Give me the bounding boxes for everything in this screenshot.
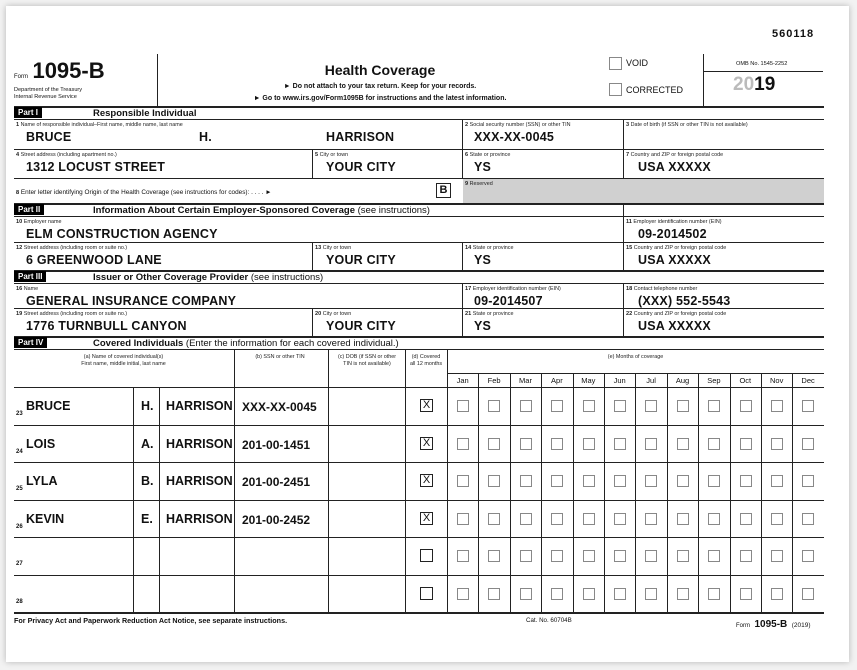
- month-checkbox-may[interactable]: [583, 475, 595, 487]
- month-header-apr: Apr: [551, 376, 563, 385]
- month-checkbox-may[interactable]: [583, 400, 595, 412]
- covered-middle-initial: A.: [141, 436, 154, 451]
- covered-last-name: HARRISON: [166, 399, 233, 413]
- covered-first-name: BRUCE: [26, 399, 71, 413]
- month-checkbox-mar[interactable]: [520, 588, 532, 600]
- covered-last-name: HARRISON: [166, 511, 233, 526]
- month-checkbox-may[interactable]: [583, 438, 595, 450]
- month-checkbox-feb[interactable]: [488, 550, 500, 562]
- month-checkbox-jul[interactable]: [645, 550, 657, 562]
- form-sheet: [6, 6, 849, 662]
- month-header-oct: Oct: [739, 376, 752, 385]
- f8-label: 8 Enter letter identifying Origin of the Health Coverage (see instructions for codes): . . . . ►: [16, 189, 272, 196]
- month-checkbox-sep[interactable]: [708, 513, 720, 525]
- part1-title: Responsible Individual: [93, 108, 197, 119]
- month-header-feb: Feb: [487, 376, 501, 385]
- col-c-header-line2: TIN is not available): [343, 361, 391, 367]
- f16-label: 16 Name: [16, 286, 39, 292]
- covered-last-name: HARRISON: [166, 436, 233, 451]
- month-checkbox-jan[interactable]: [457, 475, 469, 487]
- month-checkbox-aug[interactable]: [677, 550, 689, 562]
- covered-ssn: 201-00-1451: [242, 437, 311, 452]
- month-header-aug: Aug: [675, 376, 690, 385]
- month-checkbox-apr[interactable]: [551, 400, 563, 412]
- month-checkbox-mar[interactable]: [520, 475, 532, 487]
- responsible-zip: USA XXXXX: [638, 160, 711, 174]
- line-number: 23: [16, 411, 23, 417]
- f7-label: 7 Country and ZIP or foreign postal code: [626, 152, 724, 158]
- control-number: 560118: [772, 28, 815, 40]
- instruction-website: ► Go to www.irs.gov/Form1095B for instructions and the latest information.: [253, 95, 507, 102]
- month-checkbox-jul[interactable]: [645, 475, 657, 487]
- month-checkbox-dec[interactable]: [802, 550, 814, 562]
- privacy-notice: For Privacy Act and Paperwork Reduction Act Notice, see separate instructions.: [14, 616, 288, 625]
- part4-tag: Part IV: [14, 337, 47, 348]
- month-checkbox-feb[interactable]: [488, 438, 500, 450]
- month-checkbox-dec[interactable]: [802, 588, 814, 600]
- issuer-city: YOUR CITY: [326, 319, 396, 333]
- month-checkbox-feb[interactable]: [488, 475, 500, 487]
- month-checkbox-sep[interactable]: [708, 588, 720, 600]
- month-checkbox-dec[interactable]: [802, 475, 814, 487]
- month-checkbox-oct[interactable]: [740, 400, 752, 412]
- f18-label: 18 Contact telephone number: [626, 286, 698, 292]
- f22-label: 22 Country and ZIP or foreign postal code: [626, 311, 727, 317]
- month-checkbox-dec[interactable]: [802, 400, 814, 412]
- month-checkbox-apr[interactable]: [551, 475, 563, 487]
- month-checkbox-jun[interactable]: [614, 588, 626, 600]
- covered-all-12-months-checkbox[interactable]: [420, 587, 433, 600]
- month-checkbox-jun[interactable]: [614, 550, 626, 562]
- line-number: 27: [16, 561, 23, 567]
- col-a-header-line1: (a) Name of covered individual(s): [83, 354, 164, 360]
- month-checkbox-jan[interactable]: [457, 400, 469, 412]
- col-a-header-line2: First name, middle initial, last name: [81, 361, 166, 367]
- f6-label: 6 State or province: [465, 152, 511, 158]
- f14-label: 14 State or province: [465, 245, 514, 251]
- responsible-last-name: HARRISON: [326, 130, 395, 144]
- month-checkbox-may[interactable]: [583, 588, 595, 600]
- month-checkbox-jul[interactable]: [645, 513, 657, 525]
- employer-name: ELM CONSTRUCTION AGENCY: [26, 227, 218, 241]
- month-checkbox-apr[interactable]: [551, 513, 563, 525]
- covered-first-name: KEVIN: [26, 511, 65, 526]
- month-checkbox-jul[interactable]: [645, 400, 657, 412]
- form-title: Health Coverage: [324, 62, 436, 78]
- part3-tag: Part III: [14, 271, 46, 282]
- month-checkbox-apr[interactable]: [551, 588, 563, 600]
- month-checkbox-nov[interactable]: [771, 475, 783, 487]
- month-checkbox-mar[interactable]: [520, 513, 532, 525]
- month-checkbox-apr[interactable]: [551, 550, 563, 562]
- month-header-may: May: [581, 376, 596, 385]
- month-checkbox-jul[interactable]: [645, 588, 657, 600]
- responsible-middle-name: H.: [199, 130, 212, 144]
- line-number: 28: [16, 598, 23, 605]
- f19-label: 19 Street address (including room or suite no.): [16, 311, 128, 317]
- part4-title: Covered Individuals (Enter the information for each covered individual.): [93, 338, 399, 349]
- month-header-jul: Jul: [646, 376, 656, 385]
- part3-title: Issuer or Other Coverage Provider (see instructions): [93, 272, 324, 283]
- f15-label: 15 Country and ZIP or foreign postal code: [626, 245, 727, 251]
- month-checkbox-oct[interactable]: [740, 438, 752, 450]
- catalog-number: Cat. No. 60704B: [526, 617, 572, 624]
- month-checkbox-nov[interactable]: [771, 438, 783, 450]
- f11-label: 11 Employer identification number (EIN): [626, 219, 722, 225]
- covered-all-12-months-checkbox[interactable]: X: [420, 437, 433, 450]
- f12-label: 12 Street address (including room or suite no.): [16, 245, 128, 251]
- month-checkbox-jul[interactable]: [645, 438, 657, 450]
- month-checkbox-jan[interactable]: [457, 588, 469, 600]
- employer-state: YS: [474, 253, 492, 267]
- f2-label: 2 Social security number (SSN) or other TIN: [465, 122, 571, 128]
- issuer-state: YS: [474, 319, 492, 333]
- year-light: 20: [733, 74, 755, 95]
- covered-all-12-months-checkbox[interactable]: X: [420, 399, 433, 412]
- month-checkbox-nov[interactable]: [771, 513, 783, 525]
- responsible-state: YS: [474, 160, 492, 174]
- omb-number: OMB No. 1545-2252: [736, 61, 788, 67]
- tax-year: [733, 74, 775, 96]
- covered-last-name: HARRISON: [166, 474, 233, 488]
- month-checkbox-may[interactable]: [583, 513, 595, 525]
- month-checkbox-nov[interactable]: [771, 400, 783, 412]
- responsible-street: 1312 LOCUST STREET: [26, 160, 166, 174]
- month-checkbox-dec[interactable]: [802, 438, 814, 450]
- covered-ssn: XXX-XX-0045: [242, 400, 317, 414]
- month-header-dec: Dec: [801, 376, 815, 385]
- dept-line1: Department of the Treasury: [14, 87, 83, 93]
- employer-zip: USA XXXXX: [638, 253, 711, 267]
- corrected-label: CORRECTED: [626, 85, 684, 95]
- month-checkbox-mar[interactable]: [520, 550, 532, 562]
- month-checkbox-sep[interactable]: [708, 400, 720, 412]
- month-checkbox-mar[interactable]: [520, 438, 532, 450]
- month-checkbox-feb[interactable]: [488, 588, 500, 600]
- col-d-header-line2: all 12 months: [409, 361, 443, 367]
- month-checkbox-nov[interactable]: [771, 588, 783, 600]
- month-checkbox-jun[interactable]: [614, 513, 626, 525]
- origin-code-box[interactable]: B: [436, 183, 451, 198]
- void-label: VOID: [626, 58, 649, 68]
- form-id: [14, 58, 105, 84]
- covered-first-name: LYLA: [26, 474, 58, 488]
- covered-all-12-months-checkbox[interactable]: X: [420, 474, 433, 487]
- reserved-shaded-area: [463, 179, 824, 203]
- month-checkbox-apr[interactable]: [551, 438, 563, 450]
- issuer-name: GENERAL INSURANCE COMPANY: [26, 294, 237, 308]
- responsible-city: YOUR CITY: [326, 160, 396, 174]
- corrected-checkbox[interactable]: [609, 83, 622, 96]
- month-checkbox-feb[interactable]: [488, 400, 500, 412]
- line-number: 25: [16, 486, 23, 492]
- f10-label: 10 Employer name: [16, 219, 62, 225]
- instruction-keep: ► Do not attach to your tax return. Keep for your records.: [283, 83, 477, 90]
- month-checkbox-aug[interactable]: [677, 400, 689, 412]
- month-checkbox-aug[interactable]: [677, 475, 689, 487]
- month-checkbox-dec[interactable]: [802, 513, 814, 525]
- issuer-phone: (XXX) 552-5543: [638, 294, 731, 308]
- f9-label: 9 Reserved: [465, 181, 493, 187]
- month-checkbox-oct[interactable]: [740, 475, 752, 487]
- month-checkbox-sep[interactable]: [708, 550, 720, 562]
- month-header-mar: Mar: [519, 376, 532, 385]
- month-checkbox-feb[interactable]: [488, 513, 500, 525]
- employer-city: YOUR CITY: [326, 253, 396, 267]
- employer-street: 6 GREENWOOD LANE: [26, 253, 162, 267]
- month-checkbox-oct[interactable]: [740, 550, 752, 562]
- covered-ssn: 201-00-2451: [242, 475, 311, 489]
- month-header-jun: Jun: [613, 376, 626, 385]
- month-header-nov: Nov: [770, 376, 784, 385]
- issuer-street: 1776 TURNBULL CANYON: [26, 319, 187, 333]
- f3-label: 3 Date of birth (if SSN or other TIN is not available): [626, 122, 748, 128]
- issuer-ein: 09-2014507: [474, 294, 543, 308]
- responsible-first-name: BRUCE: [26, 130, 72, 144]
- f20-label: 20 City or town: [315, 311, 352, 317]
- covered-first-name: LOIS: [26, 436, 56, 451]
- void-checkbox[interactable]: [609, 57, 622, 70]
- part1-tag: Part I: [14, 107, 42, 118]
- year-bold: 19: [754, 74, 776, 95]
- month-checkbox-jan[interactable]: [457, 550, 469, 562]
- month-checkbox-may[interactable]: [583, 550, 595, 562]
- month-checkbox-jun[interactable]: [614, 438, 626, 450]
- month-header-sep: Sep: [707, 376, 721, 385]
- month-checkbox-sep[interactable]: [708, 475, 720, 487]
- line-number: 26: [16, 523, 23, 530]
- month-checkbox-jun[interactable]: [614, 475, 626, 487]
- form-number: 1095-B: [32, 58, 105, 83]
- covered-all-12-months-checkbox[interactable]: X: [420, 512, 433, 525]
- col-e-header: (e) Months of coverage: [607, 354, 664, 360]
- col-c-header-line1: (c) DOB (if SSN or other: [337, 354, 397, 360]
- month-checkbox-oct[interactable]: [740, 588, 752, 600]
- month-checkbox-sep[interactable]: [708, 438, 720, 450]
- issuer-zip: USA XXXXX: [638, 319, 711, 333]
- month-checkbox-aug[interactable]: [677, 588, 689, 600]
- part2-tag: Part II: [14, 204, 44, 215]
- f17-label: 17 Employer identification number (EIN): [465, 286, 561, 292]
- covered-all-12-months-checkbox[interactable]: [420, 549, 433, 562]
- covered-middle-initial: H.: [141, 399, 154, 413]
- responsible-ssn: XXX-XX-0045: [474, 130, 555, 144]
- line-number: 24: [16, 448, 23, 455]
- dept-line2: Internal Revenue Service: [14, 94, 77, 100]
- month-checkbox-nov[interactable]: [771, 550, 783, 562]
- f13-label: 13 City or town: [315, 245, 352, 251]
- month-checkbox-jun[interactable]: [614, 400, 626, 412]
- month-checkbox-jan[interactable]: [457, 513, 469, 525]
- f4-label: 4 Street address (including apartment no.): [16, 152, 117, 158]
- col-b-header: (b) SSN or other TIN: [255, 354, 305, 360]
- month-checkbox-jan[interactable]: [457, 438, 469, 450]
- form-prefix: Form: [14, 74, 28, 80]
- f1-label: 1 Name of responsible individual–First name, middle name, last name: [16, 122, 183, 128]
- month-checkbox-oct[interactable]: [740, 513, 752, 525]
- f5-label: 5 City or town: [315, 152, 349, 158]
- month-checkbox-mar[interactable]: [520, 400, 532, 412]
- month-checkbox-aug[interactable]: [677, 438, 689, 450]
- covered-middle-initial: B.: [141, 474, 154, 488]
- employer-ein: 09-2014502: [638, 227, 707, 241]
- month-header-jan: Jan: [456, 376, 469, 385]
- footer-form-id: Form 1095-B (2019): [736, 619, 811, 630]
- part2-title: Information About Certain Employer-Sponsored Coverage (see instructions): [93, 205, 430, 216]
- covered-middle-initial: E.: [141, 511, 153, 526]
- col-d-header-line1: (d) Covered: [411, 354, 441, 360]
- f21-label: 21 State or province: [465, 311, 514, 317]
- covered-ssn: 201-00-2452: [242, 512, 311, 527]
- month-checkbox-aug[interactable]: [677, 513, 689, 525]
